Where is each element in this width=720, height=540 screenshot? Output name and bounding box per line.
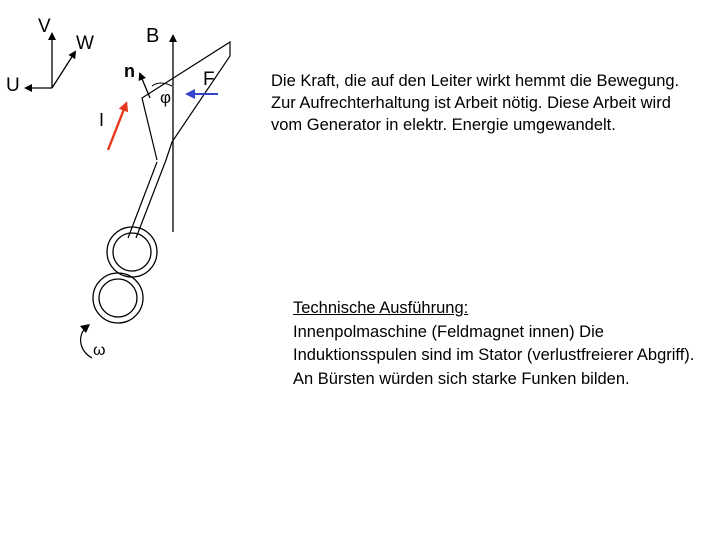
label-v: V: [38, 16, 51, 37]
coordinate-axes: [6, 16, 94, 96]
normal-vector-n: [140, 74, 150, 98]
label-omega: ω: [93, 342, 106, 359]
label-w: W: [76, 33, 94, 54]
explanation-paragraph: Die Kraft, die auf den Leiter wirkt hemmt die Bewegung. Zur Aufrechterhaltung ist Arbeit nötig. Diese Arbeit wird vom Generator in elektr. Energie umgewandelt.: [271, 72, 680, 134]
generator-diagram: [0, 0, 270, 390]
technical-section: [293, 297, 713, 391]
label-n: n: [124, 61, 135, 81]
rotation-arrowhead: [80, 324, 90, 333]
axis-w: [52, 52, 75, 88]
label-f: F: [203, 69, 215, 90]
slip-rings: [93, 227, 157, 323]
rotation-arrow: [81, 328, 92, 358]
conductor-loop: [128, 42, 230, 238]
technical-heading: Technische Ausführung:: [293, 299, 469, 317]
label-i: I: [99, 110, 105, 130]
label-u: U: [6, 75, 20, 96]
label-phi: φ: [160, 88, 172, 107]
label-b: B: [146, 25, 160, 47]
current-arrow: [108, 104, 126, 150]
technical-body: Innenpolmaschine (Feldmagnet innen) Die Induktionsspulen sind im Stator (verlustfreierer Abgriff). An Bürsten würden sich starke Funken bilden.: [293, 322, 695, 388]
